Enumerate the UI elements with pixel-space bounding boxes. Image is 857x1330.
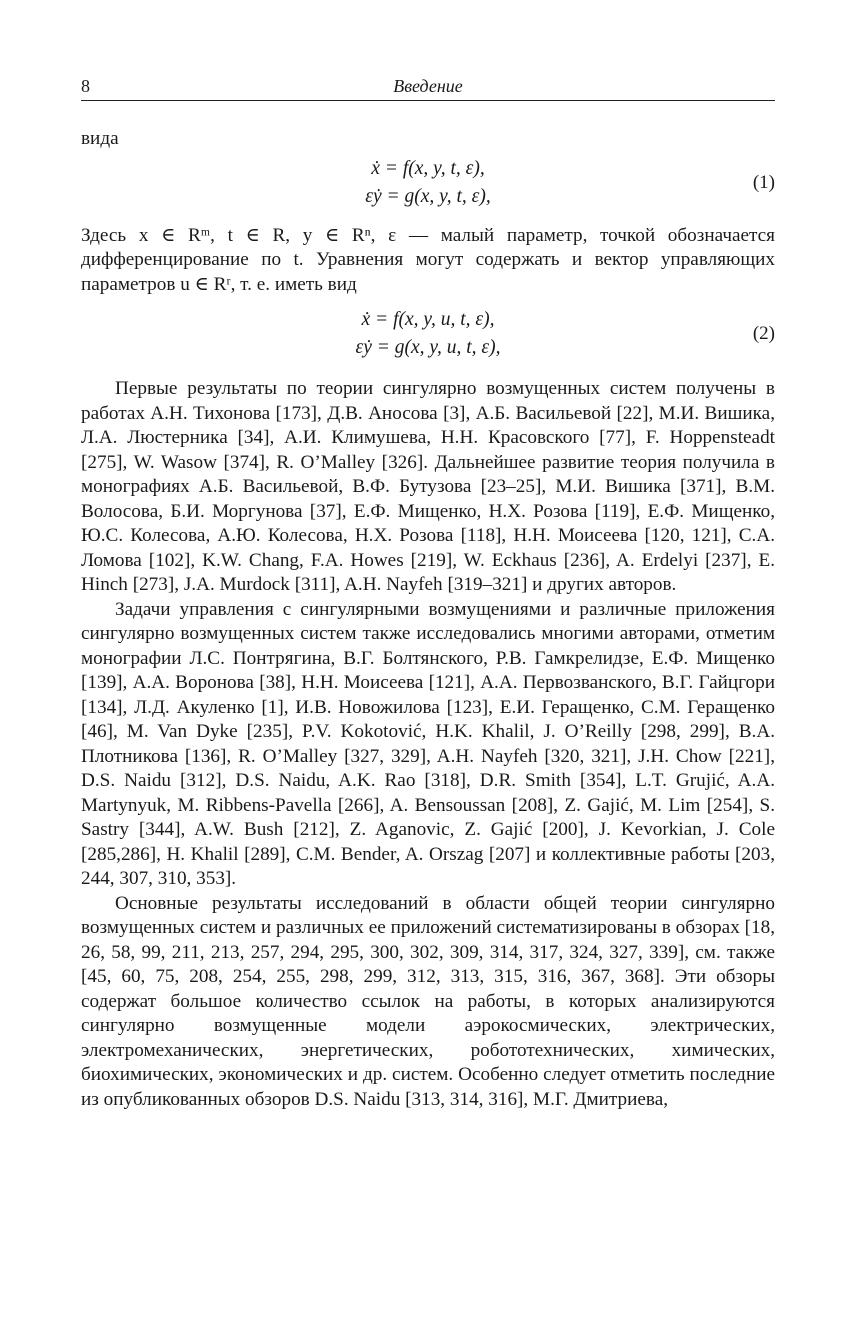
page-number: 8 bbox=[81, 76, 90, 96]
equation-1 bbox=[81, 158, 775, 216]
equation-1-line-2: εẏ = g(x, y, t, ε), bbox=[365, 185, 491, 207]
text-after-equation-1: Здесь x ∈ Rᵐ, t ∈ R, y ∈ Rⁿ, ε — малый параметр, точкой обозначается дифференцирование по t. Уравнения могут содержать и вектор управляющих параметров u ∈ Rʳ, т. е. иметь вид bbox=[81, 224, 775, 295]
equation-1-line-1: ẋ = f(x, y, t, ε), bbox=[371, 157, 485, 179]
paragraph-1: Первые результаты по теории сингулярно возмущенных систем получены в работах А.Н. Тихонова [173], Д.В. Аносова [3], А.Б. Васильевой [22], М.И. Вишика, Л.А. Люстерника [34], А.И. Климушева, Н.Н. Красовского [77], F. Hoppensteadt [275], W. Wasow [374], R. O’Malley [326]. Дальнейшее развитие теория получила в монографиях А.Б. Васильевой, В.Ф. Бутузова [23–25], М.И. Вишика [371], В.М. Волосова, Б.И. Моргунова [37], Е.Ф. Мищенко, Н.Х. Розова [119], Е.Ф. Мищенко, Ю.С. Колесова, А.Ю. Колесова, Н.Х. Розова [118], Н.Н. Моисеева [120, 121], С.А. Ломова [102], K.W. Chang, F.A. Howes [219], W. Eckhaus [236], A. Erdelyi [237], E. Hinch [273], J.A. Murdock [311], A.H. Nayfeh [319–321] и других авторов. bbox=[81, 378, 775, 595]
equation-2-line-2: εẏ = g(x, y, u, t, ε), bbox=[355, 337, 501, 358]
equation-2-number: (2) bbox=[752, 323, 775, 344]
equation-2 bbox=[81, 309, 775, 367]
paragraph-3: Основные результаты исследований в области общей теории сингулярно возмущенных систем и различных ее приложений систематизированы в обзорах [18, 26, 58, 99, 211, 213, 257, 294, 295, 300, 302, 309, 314, 317, 324, 327, 339], см. также [45, 60, 75, 208, 254, 255, 298, 299, 312, 313, 315, 316, 367, 368]. Эти обзоры содержат большое количество ссылок на работы, в которых анализируются сингулярно возмущенные модели аэрокосмических, электрических, электромеханических, энергетических, робототехнических, химических, биохимических, экономических и др. систем. Особенно следует отметить последние из опубликованных обзоров D.S. Naidu [313, 314, 316], М.Г. Дмитриева, bbox=[81, 892, 775, 1110]
paragraph-2: Задачи управления с сингулярными возмущениями и различные приложения сингулярно возмущенных систем также исследовались многими авторами, отметим монографии Л.С. Понтрягина, В.Г. Болтянского, Р.В. Гамкрелидзе, Е.Ф. Мищенко [139], А.А. Воронова [38], Н.Н. Моисеева [121], А.А. Первозванского, В.Г. Гайцгори [134], Л.Д. Акуленко [1], И.В. Новожилова [123], Е.И. Геращенко, С.М. Геращенко [46], M. Van Dyke [235], P.V. Kokotović, H.K. Khalil, J. O’Reilly [298, 299], В.А. Плотникова [136], R. O’Malley [327, 329], A.H. Nayfeh [320, 321], J.H. Chow [221], D.S. Naidu [312], D.S. Naidu, A.K. Rao [318], D.R. Smith [354], L.T. Grujić, A.A. Martynyuk, M. Ribbens-Pavella [266], A. Bensoussan [208], Z. Gajić, M. Lim [254], S. Sastry [344], A.W. Bush [212], Z. Aganovic, Z. Gajić [200], J. Kevorkian, J. Cole [285,286], H. Khalil [289], C.M. Bender, A. Orszag [207] и коллективные работы [203, 244, 307, 310, 353]. bbox=[81, 598, 775, 889]
equation-2-line-1: ẋ = f(x, y, u, t, ε), bbox=[361, 309, 495, 330]
intro-text: вида bbox=[81, 128, 119, 149]
book-page bbox=[81, 72, 775, 1112]
running-title: Введение bbox=[393, 76, 463, 96]
page-header bbox=[81, 72, 775, 101]
equation-1-number: (1) bbox=[752, 171, 775, 193]
